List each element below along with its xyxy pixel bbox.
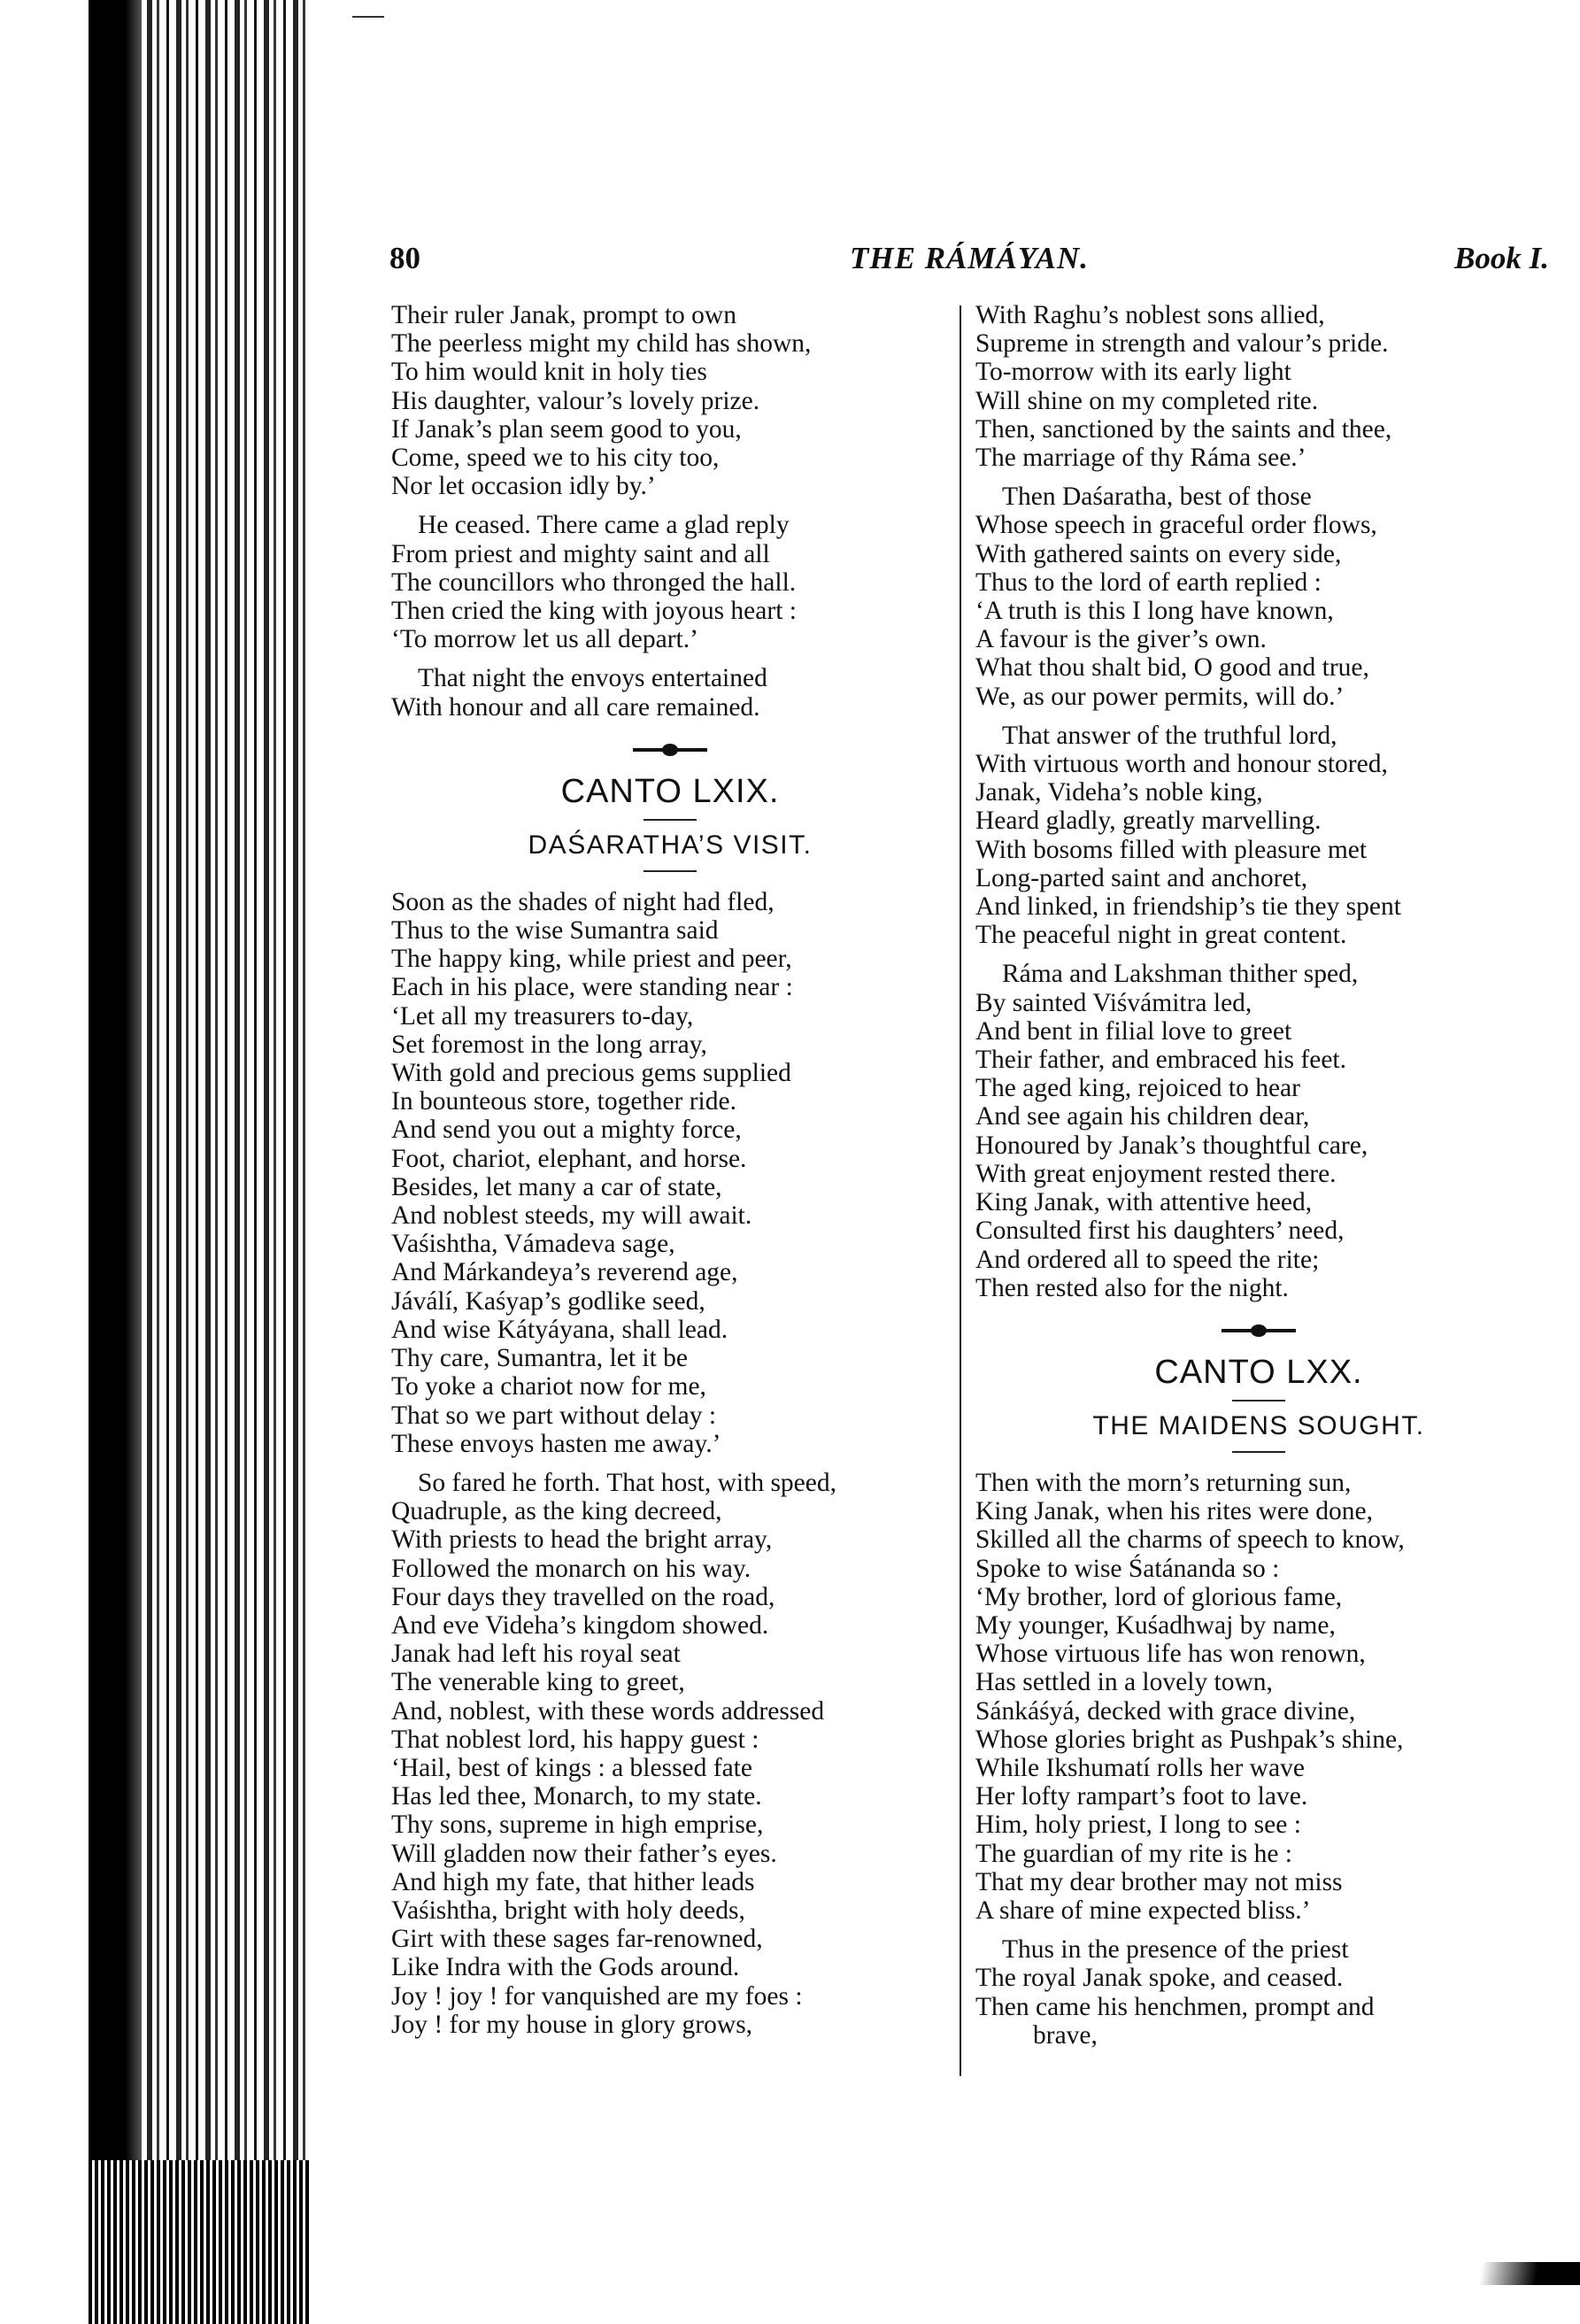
verse-line: The guardian of my rite is he : xyxy=(975,1839,1292,1868)
verse-line: Set foremost in the long array, xyxy=(391,1030,707,1059)
verse-line: Will shine on my completed rite. xyxy=(975,386,1319,415)
verse-line: If Janak’s plan seem good to you, xyxy=(391,414,742,444)
heading-rule xyxy=(644,819,697,821)
verse-line: Nor let occasion idly by.’ xyxy=(391,472,656,501)
verse-line: And bent in filial love to greet xyxy=(975,1016,1292,1046)
verse-line: And Márkandeya’s reverend age, xyxy=(391,1258,738,1287)
verse-line: Ráma and Lakshman thither sped, xyxy=(1002,960,1359,989)
verse-line: With honour and all care remained. xyxy=(391,692,760,722)
verse-line: Quadruple, as the king decreed, xyxy=(391,1497,722,1526)
heading-rule xyxy=(1232,1400,1285,1401)
subtitle-rule xyxy=(1232,1451,1285,1453)
verse-line: Their ruler Janak, prompt to own xyxy=(391,301,736,329)
column-divider xyxy=(960,305,961,2076)
verse-stanza xyxy=(391,888,949,1469)
verse-line: Followed the monarch on his way. xyxy=(391,1554,751,1583)
verse-line: Foot, chariot, elephant, and horse. xyxy=(391,1144,747,1173)
verse-line: And see again his children dear, xyxy=(975,1102,1310,1131)
verse-line: And, noblest, with these words addressed xyxy=(391,1696,825,1726)
verse-line: The royal Janak spoke, and ceased. xyxy=(975,1964,1344,1993)
verse-line: The marriage of thy Ráma see.’ xyxy=(975,444,1306,473)
verse-line: Has settled in a lovely town, xyxy=(975,1668,1273,1697)
verse-line: Spoke to wise Śatánanda so : xyxy=(975,1554,1280,1583)
verse-line: Skilled all the charms of speech to know, xyxy=(975,1525,1405,1555)
verse-line: A favour is the giver’s own. xyxy=(975,625,1267,654)
verse-line: To yoke a chariot now for me, xyxy=(391,1372,706,1401)
verse-line: Then cried the king with joyous heart : xyxy=(391,597,797,626)
verse-line: Besides, let many a car of state, xyxy=(391,1172,722,1201)
verse-line: With gathered saints on every side, xyxy=(975,539,1342,568)
verse-line: Thus in the presence of the priest xyxy=(1002,1935,1349,1965)
verse-line: Whose speech in graceful order flows, xyxy=(975,511,1377,540)
verse-line: Then with the morn’s returning sun, xyxy=(975,1468,1352,1497)
verse-line: Then, sanctioned by the saints and thee, xyxy=(975,414,1392,444)
verse-line: Girt with these sages far-renowned, xyxy=(391,1925,763,1954)
verse-line: In bounteous store, together ride. xyxy=(391,1087,736,1116)
verse-line: Has led thee, Monarch, to my state. xyxy=(391,1782,762,1811)
verse-line: And wise Kátyáyana, shall lead. xyxy=(391,1315,728,1344)
verse-line: King Janak, with attentive heed, xyxy=(975,1188,1313,1217)
verse-line: Then Daśaratha, best of those xyxy=(1002,483,1312,512)
verse-line: And eve Videha’s kingdom showed. xyxy=(391,1610,769,1640)
section-ornament xyxy=(391,732,949,766)
verse-line: Whose virtuous life has won renown, xyxy=(975,1640,1366,1669)
verse-line: Then rested also for the night. xyxy=(975,1273,1289,1302)
verse-line: Joy ! for my house in glory grows, xyxy=(391,2010,753,2039)
verse-line: Whose glories bright as Pushpak’s shine, xyxy=(975,1725,1404,1754)
verse-line: Supreme in strength and valour’s pride. xyxy=(975,329,1389,359)
verse-line: That night the envoys entertained xyxy=(418,664,767,693)
verse-stanza xyxy=(391,664,949,731)
verse-line: That answer of the truthful lord, xyxy=(1002,721,1337,750)
verse-line: With gold and precious gems supplied xyxy=(391,1059,791,1088)
canto-heading: CANTO LXIX. xyxy=(560,772,780,810)
book-gutter-bottom xyxy=(89,2160,310,2324)
verse-line: Thus to the lord of earth replied : xyxy=(975,567,1322,597)
book-label: Book I. xyxy=(1454,241,1549,275)
verse-line: The peerless might my child has shown, xyxy=(391,329,812,359)
verse-stanza xyxy=(975,1469,1542,1935)
verse-line: And noblest steeds, my will await. xyxy=(391,1201,752,1231)
verse-stanza xyxy=(975,960,1542,1312)
verse-line: brave, xyxy=(1033,2020,1098,2050)
verse-line: What thou shalt bid, O good and true, xyxy=(975,653,1369,683)
book-spine-edge xyxy=(89,0,142,2324)
verse-stanza xyxy=(391,1469,949,2050)
verse-line: From priest and mighty saint and all xyxy=(391,539,770,568)
page-corner-mark xyxy=(1359,2262,1580,2285)
verse-line: That so we part without delay : xyxy=(391,1401,717,1430)
verse-line: The aged king, rejoiced to hear xyxy=(975,1074,1300,1103)
running-header xyxy=(389,241,1549,285)
verse-stanza xyxy=(391,301,949,511)
verse-line: With Raghu’s noblest sons allied, xyxy=(975,301,1325,329)
verse-line: ‘Let all my treasurers to-day, xyxy=(391,1001,694,1031)
verse-line: Like Indra with the Gods around. xyxy=(391,1953,740,1982)
verse-line: His daughter, valour’s lovely prize. xyxy=(391,386,760,415)
verse-line: These envoys hasten me away.’ xyxy=(391,1429,721,1458)
verse-stanza xyxy=(975,483,1542,722)
verse-line: So fared he forth. That host, with speed, xyxy=(418,1468,836,1497)
verse-line: The peaceful night in great content. xyxy=(975,921,1347,950)
verse-line: While Ikshumatí rolls her wave xyxy=(975,1753,1305,1782)
verse-stanza xyxy=(391,511,949,664)
verse-line: With bosoms filled with pleasure met xyxy=(975,835,1368,864)
page-number: 80 xyxy=(389,241,420,275)
verse-line: Joy ! joy ! for vanquished are my foes : xyxy=(391,1981,803,2011)
verse-line: That noblest lord, his happy guest : xyxy=(391,1725,759,1754)
verse-line: Thy care, Sumantra, let it be xyxy=(391,1344,689,1373)
verse-line: Jáválí, Kaśyap’s godlike seed, xyxy=(391,1286,705,1316)
verse-line: And ordered all to speed the rite; xyxy=(975,1245,1320,1274)
canto-heading: CANTO LXX. xyxy=(1154,1353,1363,1391)
verse-line: Each in his place, were standing near : xyxy=(391,973,793,1002)
verse-line: Will gladden now their father’s eyes. xyxy=(391,1839,777,1868)
verse-line: And linked, in friendship’s tie they spent xyxy=(975,892,1401,922)
verse-line: Vaśishtha, bright with holy deeds, xyxy=(391,1895,745,1925)
verse-line: Janak had left his royal seat xyxy=(391,1640,681,1669)
verse-line: My younger, Kuśadhwaj by name, xyxy=(975,1610,1336,1640)
verse-line: ‘My brother, lord of glorious fame, xyxy=(975,1582,1343,1611)
verse-line: By sainted Viśvámitra led, xyxy=(975,988,1252,1017)
canto-subtitle: DAŚARATHA’S VISIT. xyxy=(528,830,813,860)
verse-line: With priests to head the bright array, xyxy=(391,1525,773,1555)
verse-stanza xyxy=(975,301,1542,483)
verse-line: Thus to the wise Sumantra said xyxy=(391,916,719,946)
right-column xyxy=(975,301,1542,2060)
verse-stanza xyxy=(975,1935,1542,2060)
verse-line: With virtuous worth and honour stored, xyxy=(975,750,1388,779)
left-column xyxy=(391,301,949,2050)
verse-line: Soon as the shades of night had fled, xyxy=(391,887,775,916)
verse-line: The happy king, while priest and peer, xyxy=(391,945,792,974)
verse-line: To him would knit in holy ties xyxy=(391,358,707,387)
subtitle-rule xyxy=(644,870,697,872)
verse-line: The venerable king to greet, xyxy=(391,1668,685,1697)
section-ornament xyxy=(975,1313,1542,1347)
verse-line: ‘A truth is this I long have known, xyxy=(975,597,1334,626)
verse-line: Sánkáśyá, decked with grace divine, xyxy=(975,1696,1356,1726)
verse-line: Come, speed we to his city too, xyxy=(391,444,720,473)
verse-stanza xyxy=(975,722,1542,961)
verse-line: Thy sons, supreme in high emprise, xyxy=(391,1811,764,1840)
canto-subtitle: THE MAIDENS SOUGHT. xyxy=(1092,1410,1425,1440)
verse-line: Four days they travelled on the road, xyxy=(391,1582,775,1611)
scan-mark xyxy=(352,16,384,18)
running-title: THE RÁMÁYAN. xyxy=(850,241,1090,275)
verse-line: Their father, and embraced his feet. xyxy=(975,1046,1346,1075)
verse-line: We, as our power permits, will do.’ xyxy=(975,682,1345,711)
verse-line: King Janak, when his rites were done, xyxy=(975,1497,1373,1526)
verse-line: Vaśishtha, Vámadeva sage, xyxy=(391,1230,675,1259)
verse-line: ‘Hail, best of kings : a blessed fate xyxy=(391,1753,752,1782)
verse-line: And high my fate, that hither leads xyxy=(391,1867,755,1896)
verse-line: That my dear brother may not miss xyxy=(975,1867,1343,1896)
verse-line: Her lofty rampart’s foot to lave. xyxy=(975,1782,1308,1811)
verse-line: Him, holy priest, I long to see : xyxy=(975,1811,1301,1840)
verse-line: He ceased. There came a glad reply xyxy=(418,511,790,540)
verse-line: And send you out a mighty force, xyxy=(391,1116,742,1145)
verse-line: Consulted first his daughters’ need, xyxy=(975,1216,1345,1246)
verse-line: A share of mine expected bliss.’ xyxy=(975,1895,1311,1925)
verse-line: The councillors who thronged the hall. xyxy=(391,567,797,597)
verse-line: Long-parted saint and anchoret, xyxy=(975,863,1308,892)
verse-line: Janak, Videha’s noble king, xyxy=(975,778,1263,807)
verse-line: Heard gladly, greatly marvelling. xyxy=(975,807,1322,836)
verse-line: Then came his henchmen, prompt and xyxy=(975,1992,1375,2021)
verse-line: Honoured by Janak’s thoughtful care, xyxy=(975,1131,1368,1160)
verse-line: ‘To morrow let us all depart.’ xyxy=(391,625,698,654)
verse-line: With great enjoyment rested there. xyxy=(975,1159,1337,1188)
verse-line: To-morrow with its early light xyxy=(975,358,1291,387)
